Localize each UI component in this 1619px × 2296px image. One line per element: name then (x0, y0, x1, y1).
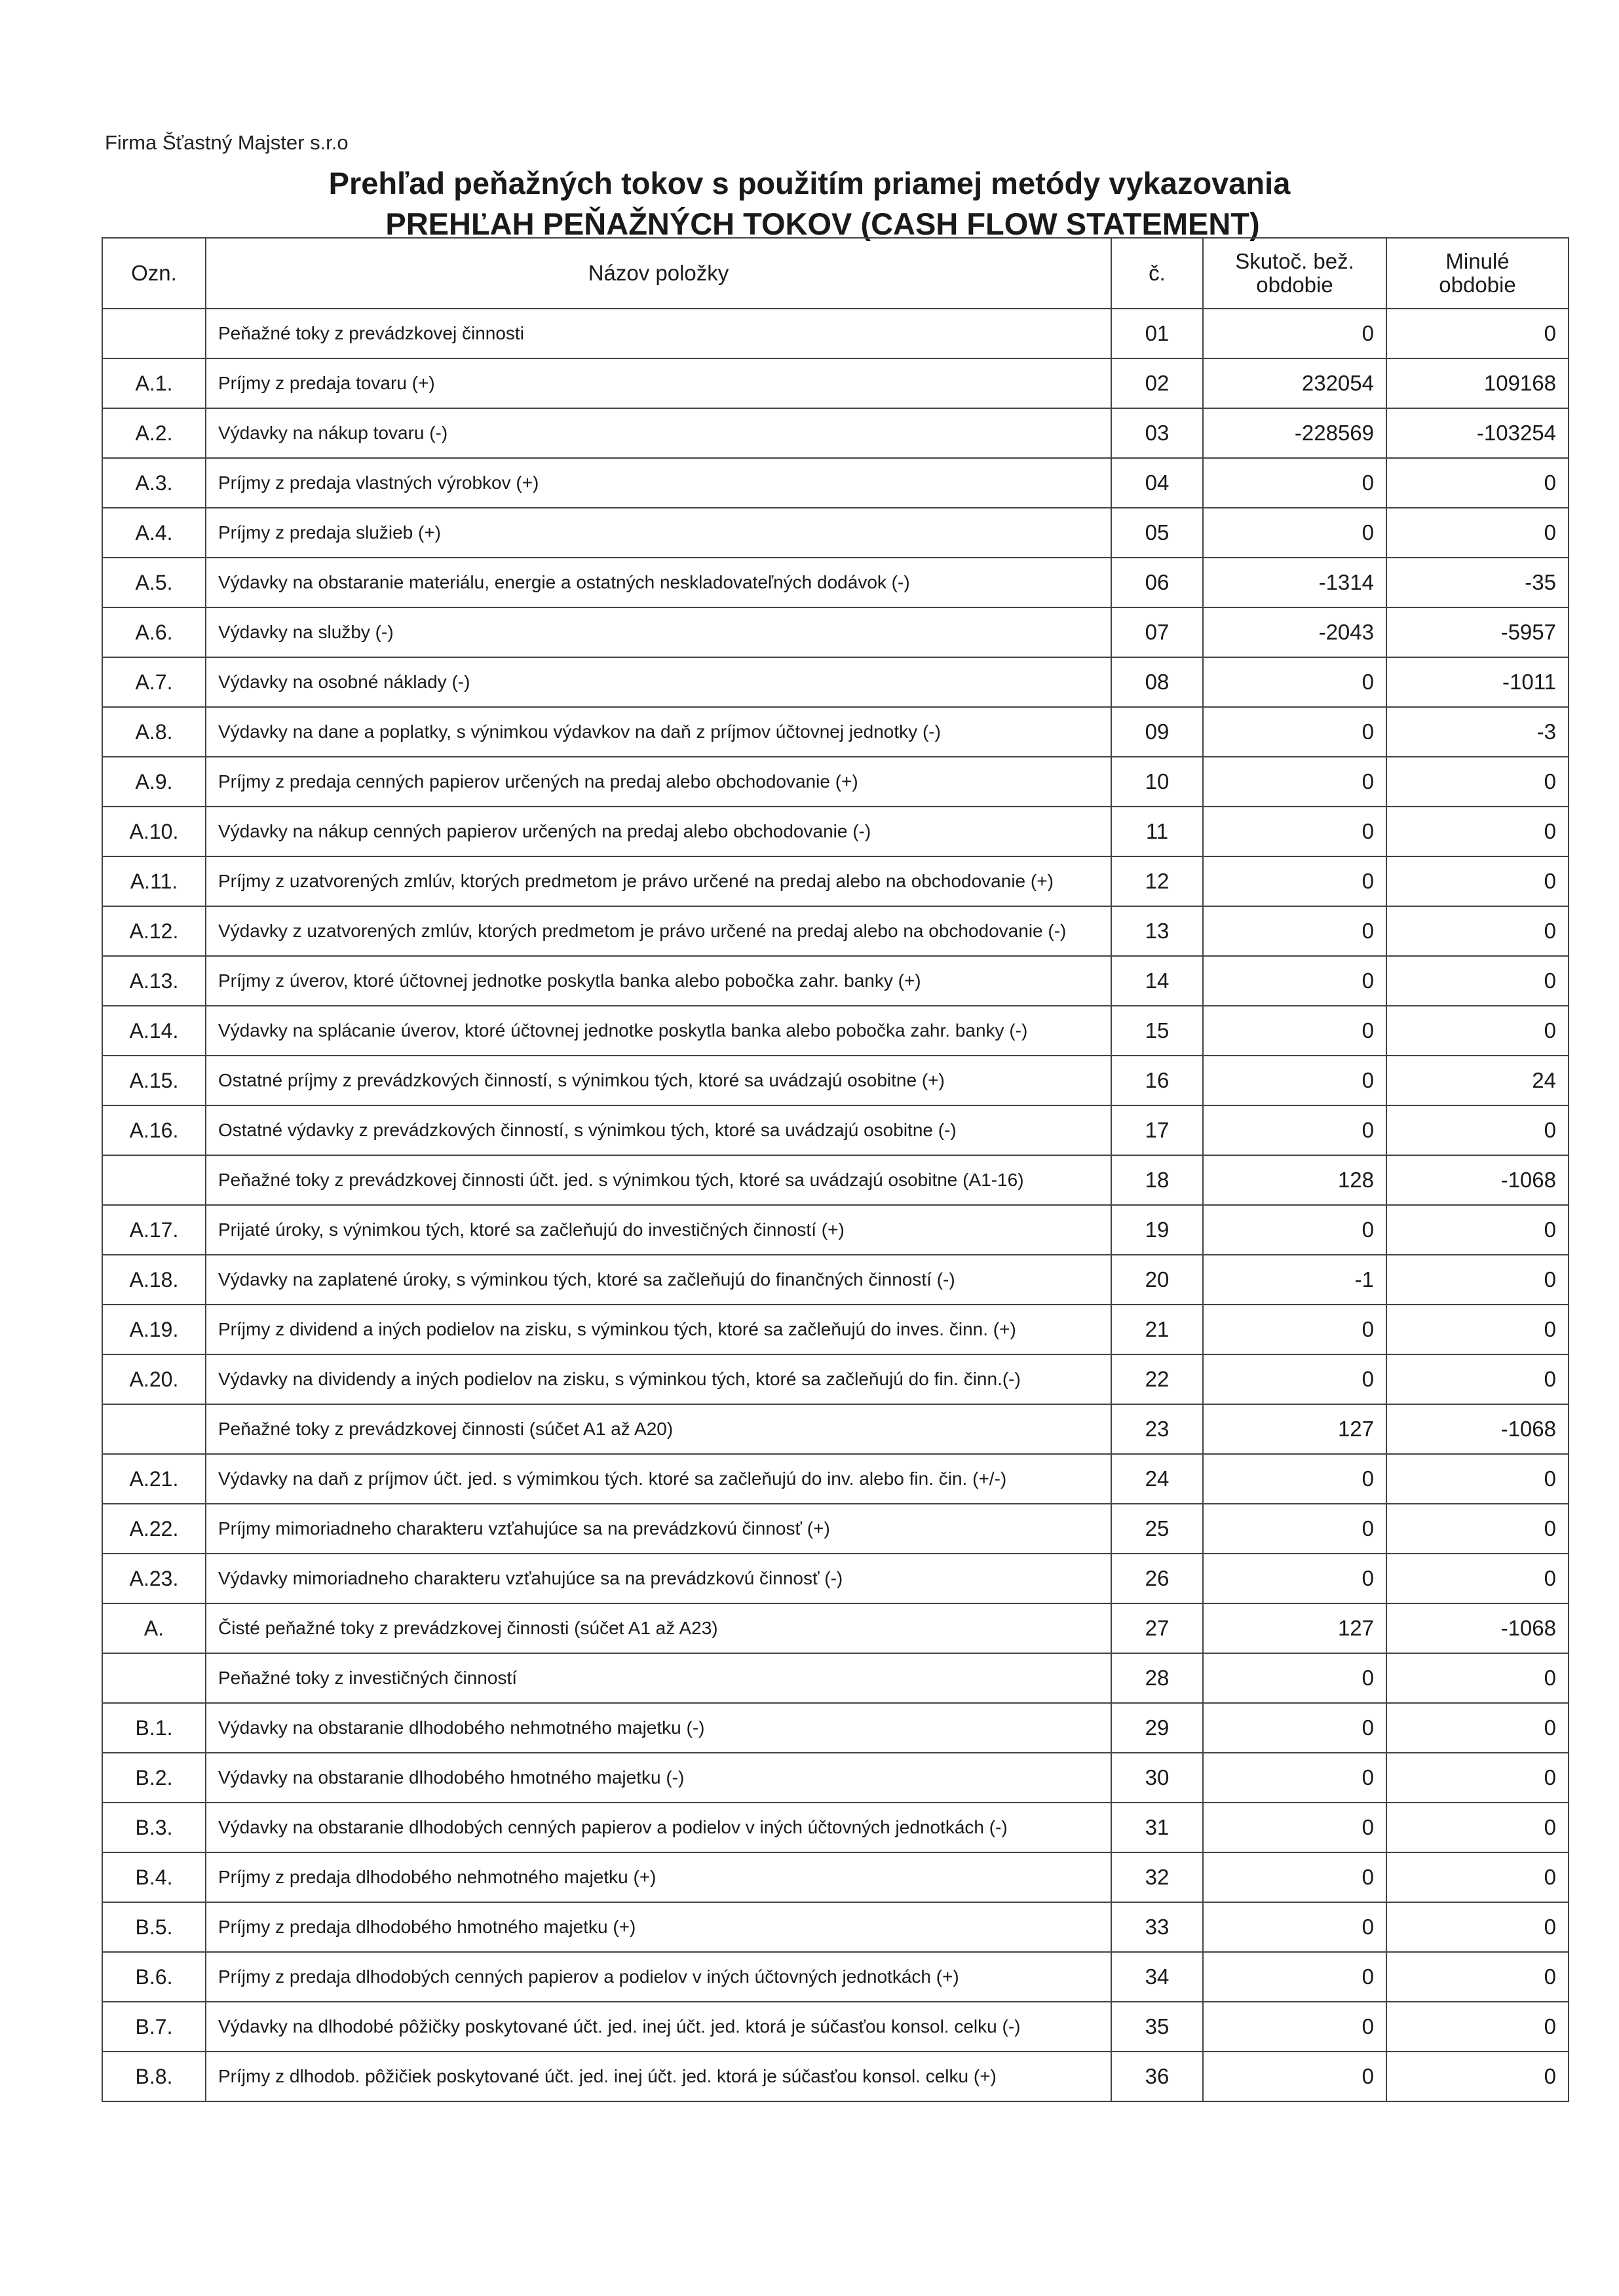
row-number: 05 (1111, 508, 1203, 558)
table-row (102, 1255, 1569, 1305)
row-current-value: 0 (1203, 1354, 1386, 1404)
row-number: 13 (1111, 906, 1203, 956)
row-ozn: A.1. (102, 358, 206, 408)
row-name: Peňažné toky z prevádzkovej činnosti (206, 309, 1111, 358)
header-row (102, 238, 1569, 309)
row-number: 36 (1111, 2052, 1203, 2101)
table-row (102, 1852, 1569, 1902)
row-previous-value: 0 (1386, 508, 1569, 558)
column-header-previous-line2: obdobie (1439, 273, 1516, 297)
row-current-value: -228569 (1203, 408, 1386, 458)
row-current-value: 0 (1203, 1902, 1386, 1952)
row-current-value: 0 (1203, 508, 1386, 558)
table-row (102, 1753, 1569, 1803)
row-ozn: A.14. (102, 1006, 206, 1056)
table-row (102, 1305, 1569, 1354)
row-name: Ostatné príjmy z prevádzkových činností, s výnimkou tých, ktoré sa uvádzajú osobitne (+) (206, 1056, 1111, 1105)
column-header-ozn: Ozn. (102, 238, 206, 309)
row-number: 34 (1111, 1952, 1203, 2002)
table-row (102, 1504, 1569, 1554)
row-name: Príjmy z úverov, ktoré účtovnej jednotke poskytla banka alebo pobočka zahr. banky (+) (206, 956, 1111, 1006)
row-name: Výdavky na dlhodobé pôžičky poskytované účt. jed. inej účt. jed. ktorá je súčasťou konsol. celku (-) (206, 2002, 1111, 2052)
row-name: Peňažné toky z prevádzkovej činnosti (súčet A1 až A20) (206, 1404, 1111, 1454)
row-current-value: 0 (1203, 2002, 1386, 2052)
row-name: Príjmy z uzatvorených zmlúv, ktorých predmetom je právo určené na predaj alebo na obchodovanie (+) (206, 856, 1111, 906)
row-number: 25 (1111, 1504, 1203, 1554)
row-number: 20 (1111, 1255, 1203, 1305)
table-row (102, 558, 1569, 607)
row-current-value: 0 (1203, 309, 1386, 358)
row-number: 09 (1111, 707, 1203, 757)
row-ozn: B.7. (102, 2002, 206, 2052)
row-current-value: 0 (1203, 1753, 1386, 1803)
row-previous-value: 0 (1386, 906, 1569, 956)
table-row (102, 1404, 1569, 1454)
row-number: 06 (1111, 558, 1203, 607)
row-previous-value: 0 (1386, 309, 1569, 358)
column-header-current (1203, 238, 1386, 309)
row-previous-value: -5957 (1386, 607, 1569, 657)
row-name: Príjmy z dividend a iných podielov na zisku, s výminkou tých, ktoré sa začleňujú do inves. činn. (+) (206, 1305, 1111, 1354)
row-current-value: 0 (1203, 1006, 1386, 1056)
document-subtitle-text: PREHĽAH PEŇAŽNÝCH TOKOV (CASH FLOW STATEMENT) (385, 206, 1260, 241)
row-number: 03 (1111, 408, 1203, 458)
table-row (102, 2052, 1569, 2101)
row-ozn: A.3. (102, 458, 206, 508)
table-row (102, 1803, 1569, 1852)
row-ozn: B.8. (102, 2052, 206, 2101)
row-number: 28 (1111, 1653, 1203, 1703)
row-previous-value: 0 (1386, 807, 1569, 856)
row-name: Výdavky na obstaranie dlhodobého nehmotného majetku (-) (206, 1703, 1111, 1753)
row-name: Výdavky na daň z príjmov účt. jed. s výmimkou tých. ktoré sa začleňujú do inv. alebo fin. čin. (+/-) (206, 1454, 1111, 1504)
row-name: Výdavky na zaplatené úroky, s výminkou tých, ktoré sa začleňujú do finančných činností (-) (206, 1255, 1111, 1305)
row-name: Výdavky na osobné náklady (-) (206, 657, 1111, 707)
row-number: 31 (1111, 1803, 1203, 1852)
row-ozn: A.9. (102, 757, 206, 807)
row-number: 02 (1111, 358, 1203, 408)
column-header-previous (1386, 238, 1569, 309)
row-ozn: A.4. (102, 508, 206, 558)
table-row (102, 2002, 1569, 2052)
row-name: Čisté peňažné toky z prevádzkovej činnosti (súčet A1 až A23) (206, 1603, 1111, 1653)
row-name: Peňažné toky z prevádzkovej činnosti účt. jed. s výnimkou tých, ktoré sa uvádzajú osobitne (A1-16) (206, 1155, 1111, 1205)
row-number: 35 (1111, 2002, 1203, 2052)
table-row (102, 1056, 1569, 1105)
table-row (102, 1105, 1569, 1155)
row-previous-value: -35 (1386, 558, 1569, 607)
row-previous-value: 0 (1386, 956, 1569, 1006)
row-number: 01 (1111, 309, 1203, 358)
row-ozn: A.18. (102, 1255, 206, 1305)
row-current-value: 0 (1203, 707, 1386, 757)
row-previous-value: 0 (1386, 1753, 1569, 1803)
table-row (102, 358, 1569, 408)
row-previous-value: 0 (1386, 1105, 1569, 1155)
row-name: Výdavky na splácanie úverov, ktoré účtovnej jednotke poskytla banka alebo pobočka zahr. banky (-) (206, 1006, 1111, 1056)
row-previous-value: -1068 (1386, 1404, 1569, 1454)
row-previous-value: 0 (1386, 1902, 1569, 1952)
row-number: 15 (1111, 1006, 1203, 1056)
row-number: 07 (1111, 607, 1203, 657)
document-subtitle (0, 206, 1619, 242)
row-ozn: A.17. (102, 1205, 206, 1255)
row-number: 11 (1111, 807, 1203, 856)
row-previous-value: -1068 (1386, 1155, 1569, 1205)
row-number: 12 (1111, 856, 1203, 906)
row-current-value: 0 (1203, 807, 1386, 856)
row-name: Peňažné toky z investičných činností (206, 1653, 1111, 1703)
row-number: 19 (1111, 1205, 1203, 1255)
row-previous-value: -1068 (1386, 1603, 1569, 1653)
row-current-value: 0 (1203, 1703, 1386, 1753)
column-header-current-line2: obdobie (1256, 273, 1333, 297)
row-name: Výdavky na služby (-) (206, 607, 1111, 657)
row-name: Príjmy z predaja dlhodobých cenných papierov a podielov v iných účtovných jednotkách (+) (206, 1952, 1111, 2002)
row-previous-value: 0 (1386, 1703, 1569, 1753)
row-current-value: 127 (1203, 1603, 1386, 1653)
table-row (102, 1703, 1569, 1753)
table-row (102, 807, 1569, 856)
row-ozn: B.1. (102, 1703, 206, 1753)
row-previous-value: 0 (1386, 1952, 1569, 2002)
row-name: Príjmy z predaja vlastných výrobkov (+) (206, 458, 1111, 508)
row-name: Výdavky na nákup cenných papierov určených na predaj alebo obchodovanie (-) (206, 807, 1111, 856)
table-row (102, 1902, 1569, 1952)
row-previous-value: 0 (1386, 757, 1569, 807)
row-previous-value: 0 (1386, 1803, 1569, 1852)
table-row (102, 1603, 1569, 1653)
row-previous-value: 0 (1386, 2002, 1569, 2052)
row-ozn: A.23. (102, 1554, 206, 1603)
row-current-value: -2043 (1203, 607, 1386, 657)
row-current-value: -1 (1203, 1255, 1386, 1305)
row-number: 04 (1111, 458, 1203, 508)
row-ozn: A.11. (102, 856, 206, 906)
table-row (102, 1155, 1569, 1205)
row-ozn: B.4. (102, 1852, 206, 1902)
row-name: Príjmy z predaja tovaru (+) (206, 358, 1111, 408)
row-name: Výdavky z uzatvorených zmlúv, ktorých predmetom je právo určené na predaj alebo na obchodovanie (-) (206, 906, 1111, 956)
table-row (102, 1952, 1569, 2002)
row-ozn: B.2. (102, 1753, 206, 1803)
row-number: 27 (1111, 1603, 1203, 1653)
table-row (102, 607, 1569, 657)
row-previous-value: 0 (1386, 1354, 1569, 1404)
row-current-value: 128 (1203, 1155, 1386, 1205)
company-name: Firma Šťastný Majster s.r.o (105, 131, 349, 154)
row-ozn: A.15. (102, 1056, 206, 1105)
row-current-value: 0 (1203, 1205, 1386, 1255)
row-number: 26 (1111, 1554, 1203, 1603)
row-ozn: A.2. (102, 408, 206, 458)
row-name: Príjmy z predaja služieb (+) (206, 508, 1111, 558)
row-ozn: A.8. (102, 707, 206, 757)
table-row (102, 856, 1569, 906)
row-ozn (102, 1404, 206, 1454)
table-row (102, 1205, 1569, 1255)
row-number: 22 (1111, 1354, 1203, 1404)
row-ozn: A.10. (102, 807, 206, 856)
row-number: 24 (1111, 1454, 1203, 1504)
row-name: Ostatné výdavky z prevádzkových činností, s výnimkou tých, ktoré sa uvádzajú osobitne (-) (206, 1105, 1111, 1155)
table-header (102, 238, 1569, 309)
row-current-value: 0 (1203, 856, 1386, 906)
row-ozn: B.3. (102, 1803, 206, 1852)
row-current-value: 0 (1203, 956, 1386, 1006)
row-name: Príjmy z predaja dlhodobého nehmotného majetku (+) (206, 1852, 1111, 1902)
row-current-value: 0 (1203, 2052, 1386, 2101)
row-name: Výdavky na obstaranie dlhodobých cenných papierov a podielov v iných účtovných jednotkách (-) (206, 1803, 1111, 1852)
row-name: Výdavky na nákup tovaru (-) (206, 408, 1111, 458)
row-name: Výdavky na obstaranie dlhodobého hmotného majetku (-) (206, 1753, 1111, 1803)
row-current-value: 0 (1203, 1952, 1386, 2002)
row-current-value: 0 (1203, 1504, 1386, 1554)
row-name: Príjmy z predaja dlhodobého hmotného majetku (+) (206, 1902, 1111, 1952)
row-previous-value: 0 (1386, 856, 1569, 906)
row-ozn: B.6. (102, 1952, 206, 2002)
table-row (102, 309, 1569, 358)
row-name: Prijaté úroky, s výnimkou tých, ktoré sa začleňujú do investičných činností (+) (206, 1205, 1111, 1255)
row-number: 23 (1111, 1404, 1203, 1454)
row-previous-value: 0 (1386, 458, 1569, 508)
row-current-value: 0 (1203, 1554, 1386, 1603)
row-ozn: B.5. (102, 1902, 206, 1952)
table-row (102, 1653, 1569, 1703)
row-ozn: A.16. (102, 1105, 206, 1155)
table-body (102, 309, 1569, 2101)
row-previous-value: 0 (1386, 1205, 1569, 1255)
row-current-value: 0 (1203, 1653, 1386, 1703)
row-number: 30 (1111, 1753, 1203, 1803)
row-number: 18 (1111, 1155, 1203, 1205)
row-previous-value: 109168 (1386, 358, 1569, 408)
row-name: Výdavky na dane a poplatky, s výnimkou výdavkov na daň z príjmov účtovnej jednotky (-) (206, 707, 1111, 757)
table-row (102, 508, 1569, 558)
row-number: 32 (1111, 1852, 1203, 1902)
table-row (102, 956, 1569, 1006)
row-ozn: A.21. (102, 1454, 206, 1504)
row-current-value: 0 (1203, 1454, 1386, 1504)
row-previous-value: 0 (1386, 1653, 1569, 1703)
row-ozn: A.13. (102, 956, 206, 1006)
row-current-value: -1314 (1203, 558, 1386, 607)
row-previous-value: 0 (1386, 1454, 1569, 1504)
column-header-current-line1: Skutoč. bež. (1235, 249, 1354, 273)
row-ozn: A.7. (102, 657, 206, 707)
row-current-value: 0 (1203, 1105, 1386, 1155)
row-current-value: 0 (1203, 1305, 1386, 1354)
table-row (102, 1554, 1569, 1603)
row-number: 16 (1111, 1056, 1203, 1105)
row-previous-value: 0 (1386, 1006, 1569, 1056)
row-current-value: 0 (1203, 458, 1386, 508)
row-previous-value: 0 (1386, 2052, 1569, 2101)
row-current-value: 232054 (1203, 358, 1386, 408)
row-number: 29 (1111, 1703, 1203, 1753)
row-name: Výdavky mimoriadneho charakteru vzťahujúce sa na prevádzkovú činnosť (-) (206, 1554, 1111, 1603)
row-number: 17 (1111, 1105, 1203, 1155)
row-name: Výdavky na obstaranie materiálu, energie a ostatných neskladovateľných dodávok (-) (206, 558, 1111, 607)
row-number: 10 (1111, 757, 1203, 807)
row-current-value: 127 (1203, 1404, 1386, 1454)
cash-flow-table (102, 237, 1569, 2102)
column-header-name: Názov položky (206, 238, 1111, 309)
row-previous-value: 0 (1386, 1852, 1569, 1902)
column-header-previous-line1: Minulé (1445, 249, 1510, 273)
row-previous-value: 0 (1386, 1554, 1569, 1603)
row-name: Výdavky na dividendy a iných podielov na zisku, s výminkou tých, ktoré sa začleňujú do fin. činn.(-) (206, 1354, 1111, 1404)
row-ozn: A.12. (102, 906, 206, 956)
row-number: 08 (1111, 657, 1203, 707)
table-row (102, 906, 1569, 956)
row-current-value: 0 (1203, 1056, 1386, 1105)
row-current-value: 0 (1203, 1803, 1386, 1852)
row-ozn (102, 309, 206, 358)
table-row (102, 1354, 1569, 1404)
row-previous-value: 0 (1386, 1305, 1569, 1354)
row-previous-value: -1011 (1386, 657, 1569, 707)
table-row (102, 707, 1569, 757)
table-row (102, 1454, 1569, 1504)
row-current-value: 0 (1203, 1852, 1386, 1902)
row-previous-value: -103254 (1386, 408, 1569, 458)
row-ozn: A.20. (102, 1354, 206, 1404)
table-row (102, 1006, 1569, 1056)
row-previous-value: 24 (1386, 1056, 1569, 1105)
table-row (102, 657, 1569, 707)
row-current-value: 0 (1203, 657, 1386, 707)
table-row (102, 757, 1569, 807)
row-current-value: 0 (1203, 906, 1386, 956)
row-ozn (102, 1155, 206, 1205)
row-ozn: A.19. (102, 1305, 206, 1354)
row-previous-value: -3 (1386, 707, 1569, 757)
row-ozn (102, 1653, 206, 1703)
row-ozn: A.6. (102, 607, 206, 657)
row-name: Príjmy mimoriadneho charakteru vzťahujúce sa na prevádzkovú činnosť (+) (206, 1504, 1111, 1554)
row-previous-value: 0 (1386, 1255, 1569, 1305)
row-number: 33 (1111, 1902, 1203, 1952)
row-ozn: A. (102, 1603, 206, 1653)
row-previous-value: 0 (1386, 1504, 1569, 1554)
row-number: 14 (1111, 956, 1203, 1006)
table-row (102, 458, 1569, 508)
row-ozn: A.22. (102, 1504, 206, 1554)
row-ozn: A.5. (102, 558, 206, 607)
row-current-value: 0 (1203, 757, 1386, 807)
document-title: Prehľad peňažných tokov s použitím priamej metódy vykazovania (328, 166, 1291, 201)
row-number: 21 (1111, 1305, 1203, 1354)
column-header-num: č. (1111, 238, 1203, 309)
row-name: Príjmy z dlhodob. pôžičiek poskytované účt. jed. inej účt. jed. ktorá je súčasťou konsol. celku (+) (206, 2052, 1111, 2101)
table-row (102, 408, 1569, 458)
row-name: Príjmy z predaja cenných papierov určených na predaj alebo obchodovanie (+) (206, 757, 1111, 807)
